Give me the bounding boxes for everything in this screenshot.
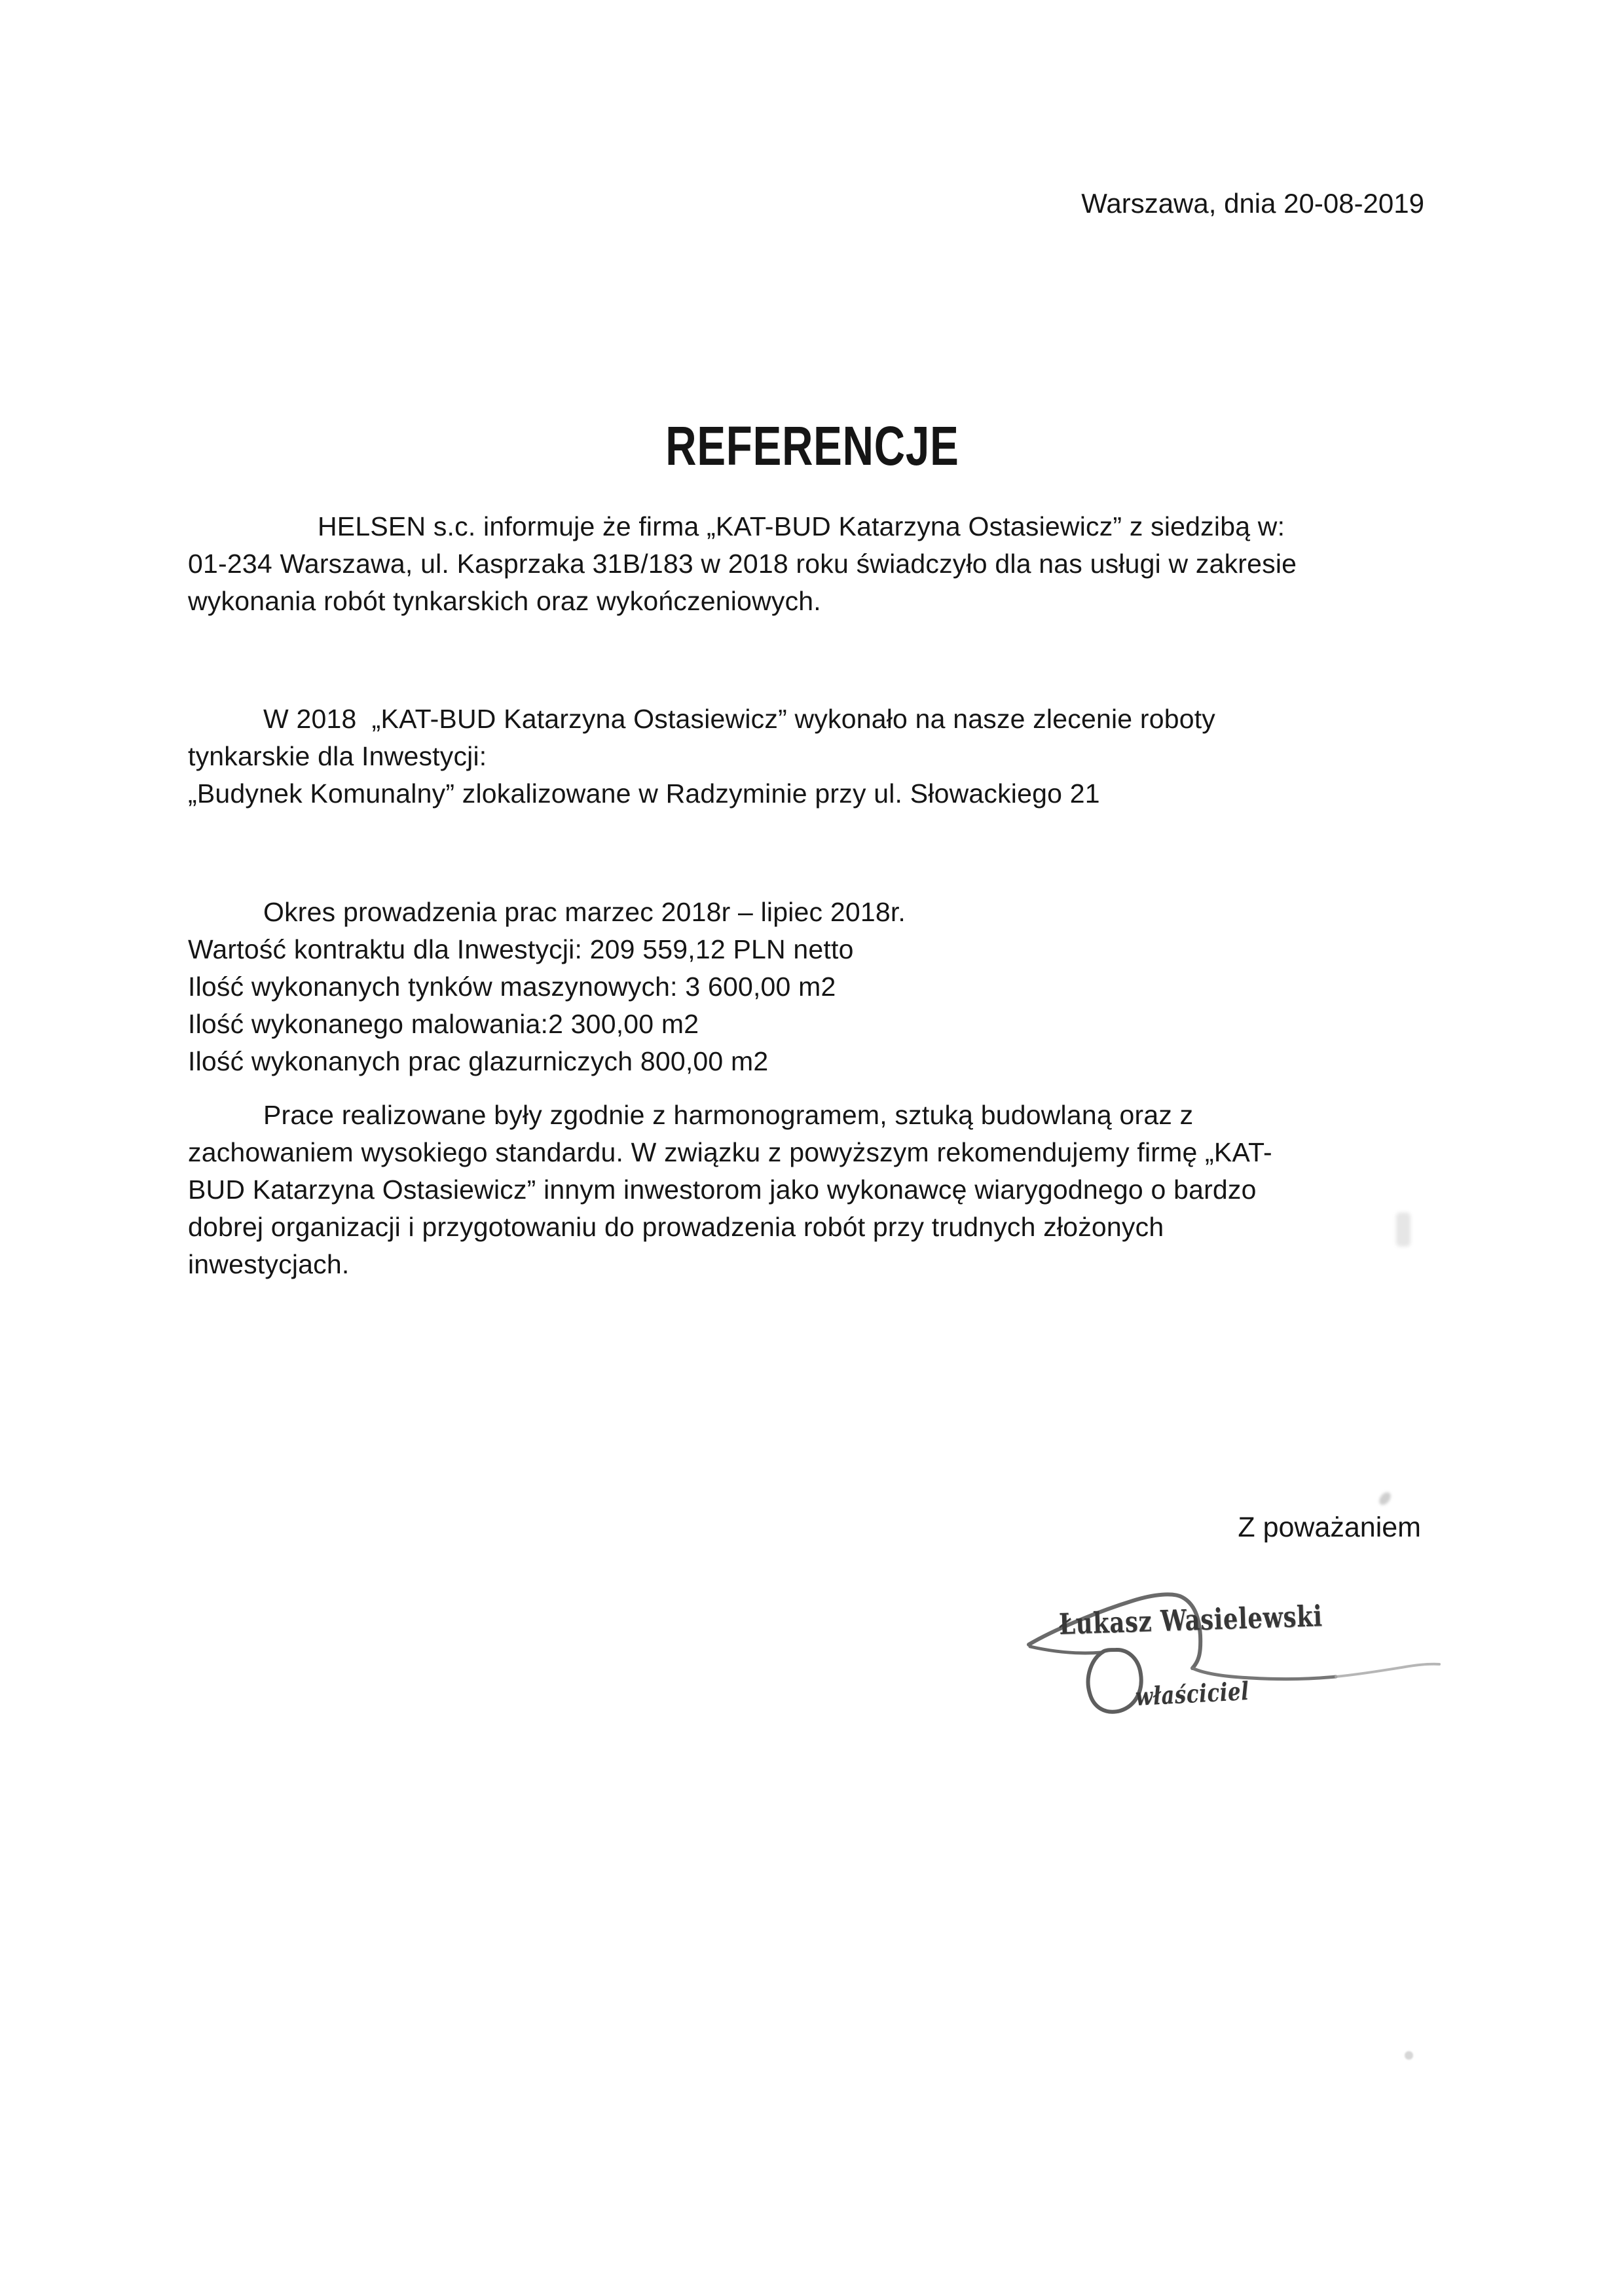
paragraph-scope-of-works xyxy=(188,701,1445,812)
date-line: Warszawa, dnia 20-08-2019 xyxy=(1081,188,1424,219)
signature-block xyxy=(943,1552,1598,1800)
text-line: HELSEN s.c. informuje że firma „KAT-BUD Katarzyna Ostasiewicz” z siedzibą w: xyxy=(318,511,1285,541)
signature-balloon-stroke xyxy=(1088,1650,1141,1712)
text-line: wykonania robót tynkarskich oraz wykończeniowych. xyxy=(188,586,821,616)
closing-salutation: Z poważaniem xyxy=(1238,1512,1421,1543)
text-line: „Budynek Komunalny” zlokalizowane w Radzyminie przy ul. Słowackiego 21 xyxy=(188,778,1100,809)
signature-sweep-tail xyxy=(1336,1664,1439,1677)
scan-artifact xyxy=(1405,2051,1413,2060)
text-line: Ilość wykonanych tynków maszynowych: 3 600,00 m2 xyxy=(188,972,836,1002)
stamp-owner-role: właściciel xyxy=(1134,1675,1250,1711)
text-line: W 2018 „KAT-BUD Katarzyna Ostasiewicz” wykonało na nasze zlecenie roboty xyxy=(263,704,1216,734)
text-line: tynkarskie dla Inwestycji: xyxy=(188,741,487,771)
scan-artifact xyxy=(1377,1490,1393,1507)
text-line: 01-234 Warszawa, ul. Kasprzaka 31B/183 w 2018 roku świadczyło dla nas usługi w zakresie xyxy=(188,549,1297,579)
paragraph-contract-details xyxy=(188,894,1445,1080)
text-line: Prace realizowane były zgodnie z harmonogramem, sztuką budowlaną oraz z xyxy=(263,1100,1194,1130)
text-line: Okres prowadzenia prac marzec 2018r – lipiec 2018r. xyxy=(263,897,906,927)
signature-arrow-stroke xyxy=(1030,1647,1101,1653)
document-title-text: REFERENCJE xyxy=(665,415,959,477)
text-line: Ilość wykonanych prac glazurniczych 800,00 m2 xyxy=(188,1046,769,1076)
text-line: Ilość wykonanego malowania:2 300,00 m2 xyxy=(188,1009,699,1039)
paragraph-recommendation xyxy=(188,1097,1445,1283)
text-line: zachowaniem wysokiego standardu. W związku z powyższym rekomendujemy firmę „KAT- xyxy=(188,1137,1272,1167)
text-line: inwestycjach. xyxy=(188,1249,350,1279)
document-title xyxy=(0,415,1624,477)
text-line: BUD Katarzyna Ostasiewicz” innym inwestorom jako wykonawcę wiarygodnego o bardzo xyxy=(188,1175,1257,1205)
stamp-owner-name: Łukasz Wasielewski xyxy=(1058,1599,1323,1641)
text-line: Wartość kontraktu dla Inwestycji: 209 559,12 PLN netto xyxy=(188,934,854,964)
handwritten-signature xyxy=(943,1552,1598,1800)
text-line: dobrej organizacji i przygotowaniu do prowadzenia robót przy trudnych złożonych xyxy=(188,1212,1164,1242)
paragraph-intro xyxy=(188,508,1445,620)
